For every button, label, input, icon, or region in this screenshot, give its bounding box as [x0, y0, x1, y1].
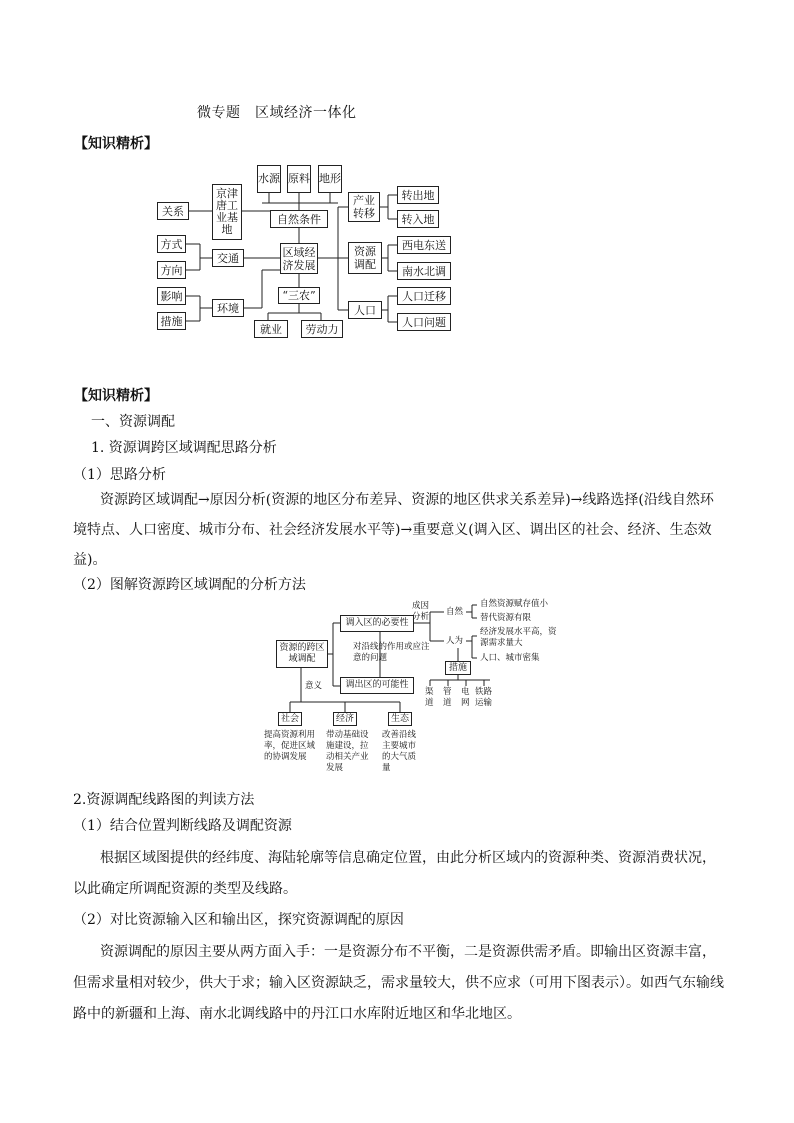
labor-box: 劳动力 — [301, 320, 343, 338]
paragraph-line: 根据区域图提供的经纬度、海陆轮廓等信息确定位置，由此分析区域内的资源种类、资源消费状况， — [100, 850, 716, 866]
human-label: 人为 — [446, 636, 464, 646]
method-box: 方式 — [157, 235, 186, 253]
resource-allocation-box: 资源调配 — [348, 242, 382, 274]
social-text: 提高资源利用率，促进区域的协调发展 — [264, 730, 316, 762]
paragraph-line: 路中的新疆和上海、南水北调线路中的丹江口水库附近地区和华北地区。 — [73, 1006, 521, 1022]
paragraph-line: 资源跨区域调配→原因分析(资源的地区分布差异、资源的地区供求关系差异)→线路选择(沿线自然环 — [100, 492, 714, 508]
employment-box: 就业 — [254, 320, 288, 338]
meaning-label: 意义 — [305, 681, 323, 691]
main-box: 资源的跨区域调配 — [276, 640, 328, 668]
section-heading: 【知识精析】 — [74, 136, 158, 152]
paragraph-line: 益)。 — [73, 552, 107, 568]
natural-conditions-box: 自然条件 — [270, 210, 328, 228]
measure-item: 铁路运输 — [475, 687, 493, 708]
human-item-1: 经济发展水平高，资源需求量大 — [480, 627, 557, 648]
traffic-box: 交通 — [212, 249, 244, 267]
economic-box: 经济 — [333, 712, 357, 726]
measure-box: 措施 — [157, 312, 186, 330]
paragraph-line: 但需求量相对较少，供大于求；输入区资源缺乏，需求量较大，供不应求（可用下图表示）。如西气东输线 — [73, 975, 724, 991]
measures-box: 措施 — [445, 661, 471, 675]
relation-box: 关系 — [157, 202, 189, 220]
terrain-box: 地形 — [318, 165, 342, 193]
environment-box: 环境 — [212, 299, 244, 317]
transfer-in-box: 转入地 — [397, 210, 439, 228]
population-box: 人口 — [348, 301, 382, 319]
paragraph-line: 资源调配的原因主要从两方面入手：一是资源分布不平衡，二是资源供需矛盾。即输出区资源丰富， — [100, 944, 716, 960]
west-east-box: 西电东送 — [397, 236, 451, 254]
measure-item: 管道 — [443, 687, 452, 708]
center-box: 区域经济发展 — [280, 243, 318, 274]
ecological-text: 改善沿线主要城市的大气质量 — [382, 730, 417, 773]
human-item-2: 人口、城市密集 — [480, 653, 540, 663]
paragraph-line: 以此确定所调配资源的类型及线路。 — [73, 881, 297, 897]
measure-item: 电网 — [461, 687, 470, 708]
measure-item: 渠道 — [425, 687, 434, 708]
south-north-box: 南水北调 — [397, 262, 451, 280]
heading-cross-region: 1. 资源调跨区域调配思路分析 — [91, 440, 277, 456]
population-problem-box: 人口问题 — [397, 313, 451, 331]
economic-text: 带动基础设施建设，拉动相关产业发展 — [326, 730, 369, 773]
migration-box: 人口迁移 — [397, 287, 451, 305]
natural-item-2: 替代资源有限 — [480, 613, 532, 623]
industry-transfer-box: 产业转移 — [348, 192, 380, 222]
social-box: 社会 — [278, 712, 302, 726]
subheading-diagram-method: （2）图解资源跨区域调配的分析方法 — [73, 577, 306, 593]
natural-label: 自然 — [446, 607, 464, 617]
out-possible-box: 调出区的可能性 — [340, 677, 414, 694]
natural-item-1: 自然资源赋存值小 — [480, 599, 549, 609]
sannong-box: “三农” — [278, 287, 320, 304]
raw-material-box: 原料 — [287, 165, 311, 193]
section-heading-2: 【知识精析】 — [74, 388, 158, 404]
transfer-out-box: 转出地 — [397, 186, 439, 204]
subheading-thinking: （1）思路分析 — [73, 467, 166, 483]
heading-resource-allocation: 一、资源调配 — [91, 414, 175, 430]
cause-label: 成因分析 — [412, 601, 430, 622]
water-source-box: 水源 — [257, 165, 281, 193]
direction-box: 方向 — [157, 261, 186, 279]
middle-note: 对沿线的作用或应注意的问题 — [353, 642, 430, 663]
paragraph-line: 境特点、人口密度、城市分布、社会经济发展水平等)→重要意义(调入区、调出区的社会、经济、生态效 — [73, 522, 712, 538]
heading-route-map: 2.资源调配线路图的判读方法 — [73, 792, 255, 808]
subheading-position: （1）结合位置判断线路及调配资源 — [73, 818, 292, 834]
subheading-compare: （2）对比资源输入区和输出区，探究资源调配的原因 — [73, 912, 404, 928]
jingjin-base-box: 京津唐工业基地 — [212, 184, 242, 240]
in-need-box: 调入区的必要性 — [340, 615, 414, 632]
ecological-box: 生态 — [388, 712, 412, 726]
influence-box: 影响 — [157, 287, 186, 305]
page-title: 微专题 区域经济一体化 — [197, 105, 357, 121]
